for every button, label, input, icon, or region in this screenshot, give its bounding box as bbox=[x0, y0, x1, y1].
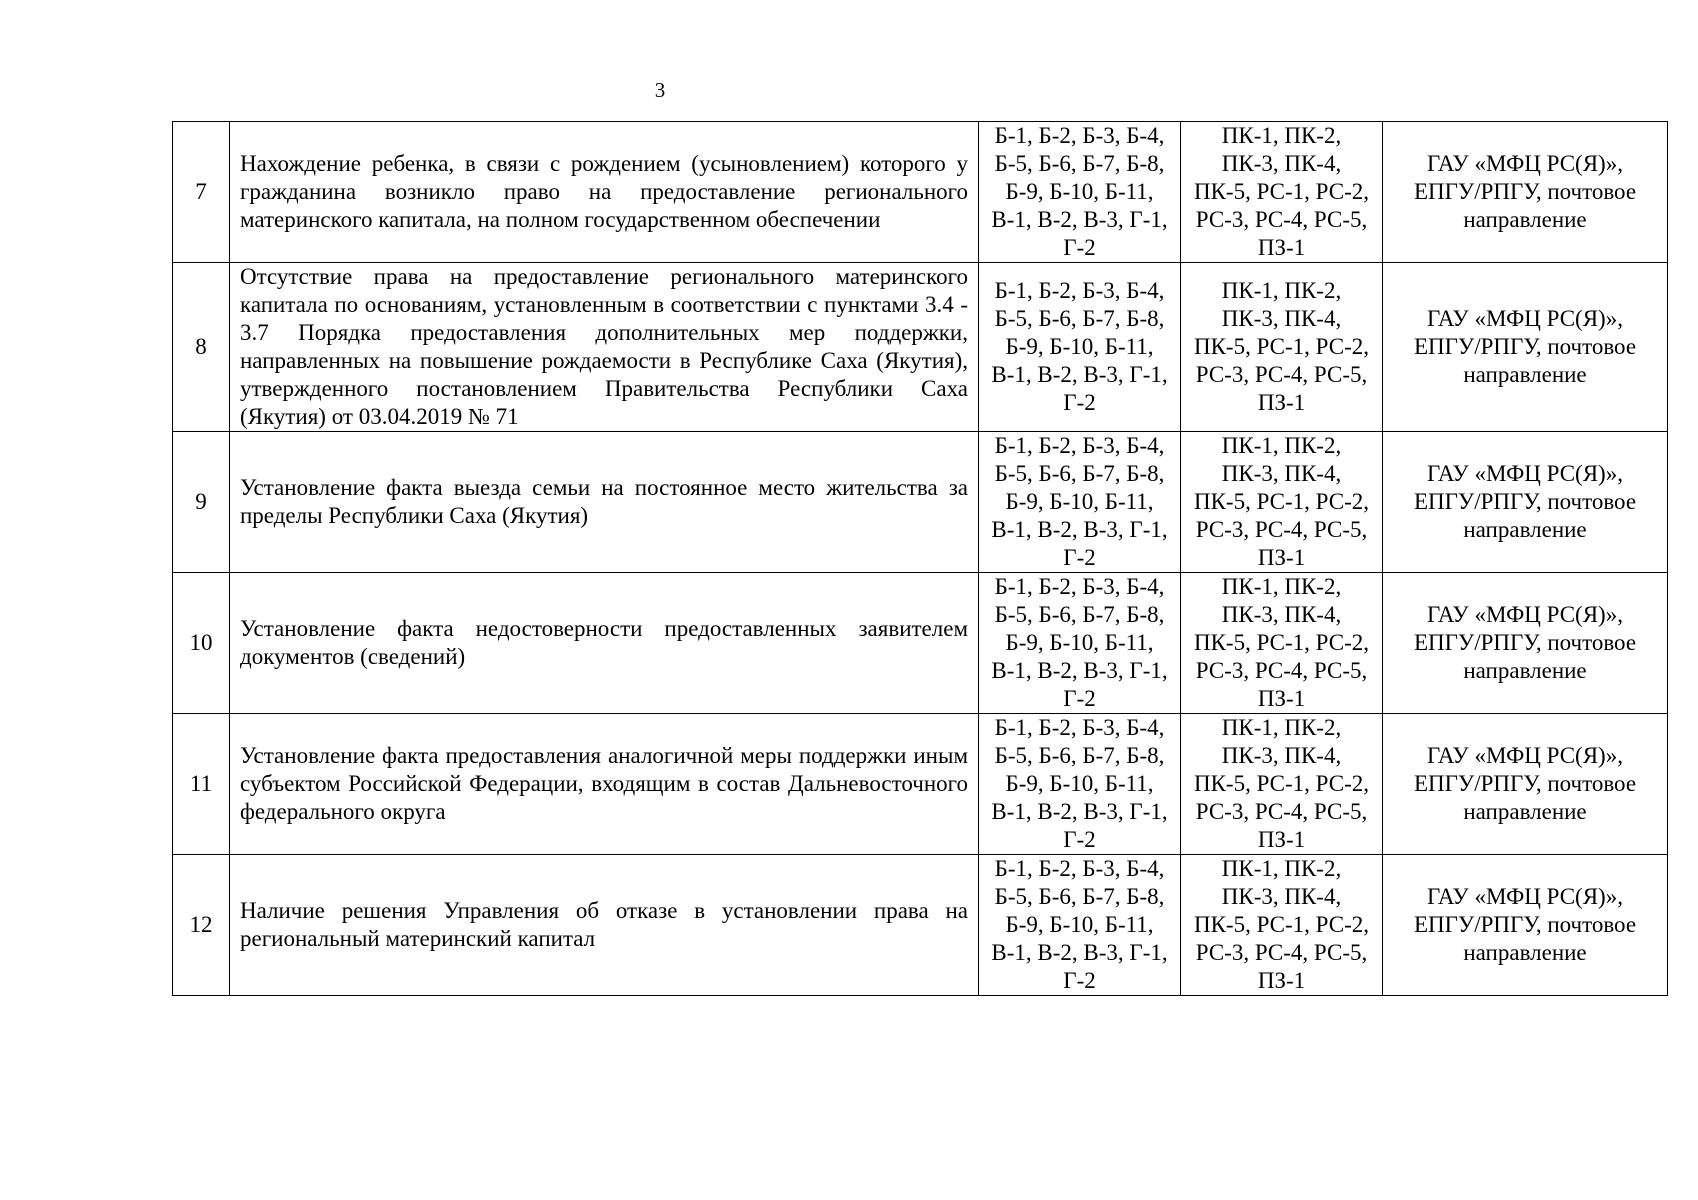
row-codes-pk: ПК-1, ПК-2, ПК-3, ПК-4, ПК-5, РС-1, РС-2, РС-3, РС-4, РС-5, ПЗ-1 bbox=[1181, 122, 1383, 263]
table-row bbox=[173, 714, 1668, 855]
row-codes-pk: ПК-1, ПК-2, ПК-3, ПК-4, ПК-5, РС-1, РС-2, РС-3, РС-4, РС-5, ПЗ-1 bbox=[1181, 263, 1383, 432]
row-channels: ГАУ «МФЦ РС(Я)», ЕПГУ/РПГУ, почтовое направление bbox=[1383, 714, 1668, 855]
row-channels: ГАУ «МФЦ РС(Я)», ЕПГУ/РПГУ, почтовое направление bbox=[1383, 573, 1668, 714]
row-description: Нахождение ребенка, в связи с рождением (усыновлением) которого у гражданина возникло право на предоставление регионального материнского капитала, на полном государственном обеспечении bbox=[230, 122, 979, 263]
row-codes-pk: ПК-1, ПК-2, ПК-3, ПК-4, ПК-5, РС-1, РС-2, РС-3, РС-4, РС-5, ПЗ-1 bbox=[1181, 432, 1383, 573]
row-number: 7 bbox=[173, 122, 230, 263]
row-channels: ГАУ «МФЦ РС(Я)», ЕПГУ/РПГУ, почтовое направление bbox=[1383, 122, 1668, 263]
row-description: Наличие решения Управления об отказе в установлении права на региональный материнский капитал bbox=[230, 855, 979, 996]
row-number: 9 bbox=[173, 432, 230, 573]
page-number: 3 bbox=[654, 78, 666, 102]
table-row bbox=[173, 573, 1668, 714]
row-codes-pk: ПК-1, ПК-2, ПК-3, ПК-4, ПК-5, РС-1, РС-2, РС-3, РС-4, РС-5, ПЗ-1 bbox=[1181, 714, 1383, 855]
row-description: Установление факта выезда семьи на постоянное место жительства за пределы Республики Саха (Якутия) bbox=[230, 432, 979, 573]
row-codes-b: Б-1, Б-2, Б-3, Б-4, Б-5, Б-6, Б-7, Б-8, Б-9, Б-10, Б-11, В-1, В-2, В-3, Г-1, Г-2 bbox=[979, 573, 1181, 714]
row-description: Установление факта предоставления аналогичной меры поддержки иным субъектом Российской Федерации, входящим в состав Дальневосточного федерального округа bbox=[230, 714, 979, 855]
row-codes-b: Б-1, Б-2, Б-3, Б-4, Б-5, Б-6, Б-7, Б-8, Б-9, Б-10, Б-11, В-1, В-2, В-3, Г-1, Г-2 bbox=[979, 855, 1181, 996]
row-codes-b: Б-1, Б-2, Б-3, Б-4, Б-5, Б-6, Б-7, Б-8, Б-9, Б-10, Б-11, В-1, В-2, В-3, Г-1, Г-2 bbox=[979, 714, 1181, 855]
table-row bbox=[173, 263, 1668, 432]
row-codes-pk: ПК-1, ПК-2, ПК-3, ПК-4, ПК-5, РС-1, РС-2, РС-3, РС-4, РС-5, ПЗ-1 bbox=[1181, 855, 1383, 996]
row-channels: ГАУ «МФЦ РС(Я)», ЕПГУ/РПГУ, почтовое направление bbox=[1383, 432, 1668, 573]
row-codes-b: Б-1, Б-2, Б-3, Б-4, Б-5, Б-6, Б-7, Б-8, Б-9, Б-10, Б-11, В-1, В-2, В-3, Г-1, Г-2 bbox=[979, 432, 1181, 573]
refusal-grounds-table bbox=[172, 121, 1668, 996]
row-channels: ГАУ «МФЦ РС(Я)», ЕПГУ/РПГУ, почтовое направление bbox=[1383, 263, 1668, 432]
table-row bbox=[173, 432, 1668, 573]
row-description: Установление факта недостоверности предоставленных заявителем документов (сведений) bbox=[230, 573, 979, 714]
table-row bbox=[173, 855, 1668, 996]
row-codes-b: Б-1, Б-2, Б-3, Б-4, Б-5, Б-6, Б-7, Б-8, Б-9, Б-10, Б-11, В-1, В-2, В-3, Г-1, Г-2 bbox=[979, 263, 1181, 432]
row-codes-pk: ПК-1, ПК-2, ПК-3, ПК-4, ПК-5, РС-1, РС-2, РС-3, РС-4, РС-5, ПЗ-1 bbox=[1181, 573, 1383, 714]
row-number: 10 bbox=[173, 573, 230, 714]
row-codes-b: Б-1, Б-2, Б-3, Б-4, Б-5, Б-6, Б-7, Б-8, Б-9, Б-10, Б-11, В-1, В-2, В-3, Г-1, Г-2 bbox=[979, 122, 1181, 263]
table-row bbox=[173, 122, 1668, 263]
row-description: Отсутствие права на предоставление регионального материнского капитала по основаниям, установленным в соответствии с пунктами 3.4 - 3.7 Порядка предоставления дополнительных мер поддержки, направленных на повышение рождаемости в Республике Саха (Якутия), утвержденного постановлением Правительства Республики Саха (Якутия) от 03.04.2019 № 71 bbox=[230, 263, 979, 432]
row-number: 11 bbox=[173, 714, 230, 855]
row-number: 12 bbox=[173, 855, 230, 996]
row-number: 8 bbox=[173, 263, 230, 432]
row-channels: ГАУ «МФЦ РС(Я)», ЕПГУ/РПГУ, почтовое направление bbox=[1383, 855, 1668, 996]
